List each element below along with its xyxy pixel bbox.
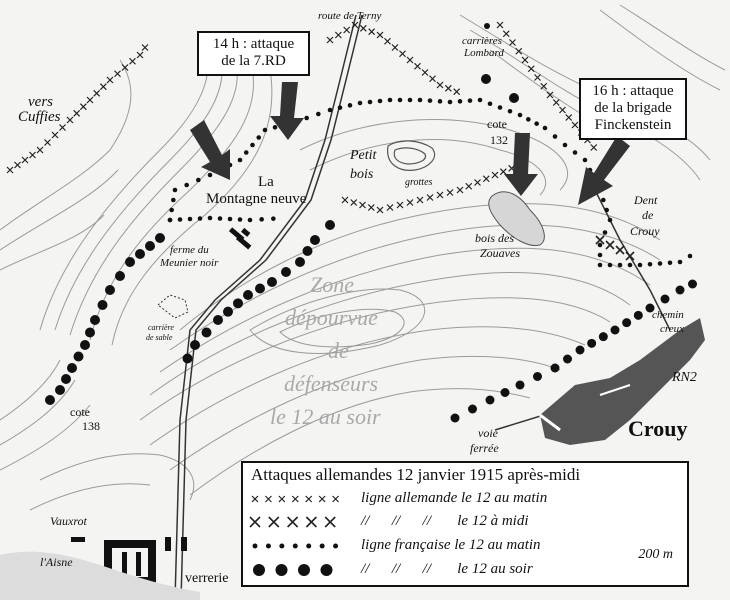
french-morning-dot bbox=[178, 217, 183, 222]
label-vauxrot: Vauxrot bbox=[50, 514, 87, 528]
legend-text: // // // le 12 à midi bbox=[361, 513, 529, 529]
german-morning-cross bbox=[94, 90, 100, 96]
french-morning-dot bbox=[628, 263, 633, 268]
french-morning-dot bbox=[598, 253, 603, 258]
french-morning-dot bbox=[598, 263, 603, 268]
callout-fin-line3: Finckenstein bbox=[594, 117, 672, 133]
french-evening-dot bbox=[688, 280, 697, 289]
french-morning-dot bbox=[534, 121, 539, 126]
german-morning-cross bbox=[483, 176, 489, 182]
french-morning-dot bbox=[408, 98, 413, 103]
german-morning-cross bbox=[447, 190, 453, 196]
legend-symbol-large-cross bbox=[249, 511, 359, 533]
french-evening-dot bbox=[223, 307, 233, 317]
french-evening-dot bbox=[74, 352, 84, 362]
french-morning-dot bbox=[678, 260, 683, 265]
french-evening-dot bbox=[486, 396, 495, 405]
french-evening-dot bbox=[661, 295, 670, 304]
french-evening-dot bbox=[303, 246, 313, 256]
aisne-river bbox=[0, 552, 200, 600]
french-morning-dot bbox=[618, 263, 623, 268]
german-morning-cross bbox=[137, 52, 143, 58]
german-morning-cross bbox=[503, 31, 509, 37]
french-evening-dot bbox=[145, 241, 155, 251]
scale-label: 200 m bbox=[638, 547, 673, 562]
french-evening-dot bbox=[267, 277, 277, 287]
german-morning-cross bbox=[566, 115, 572, 121]
french-morning-dot bbox=[498, 105, 503, 110]
french-morning-dot bbox=[263, 128, 268, 133]
german-morning-cross bbox=[100, 84, 106, 90]
callout-fin-line2: de la brigade bbox=[594, 100, 672, 116]
german-morning-cross bbox=[407, 57, 413, 63]
zone-line-3: de bbox=[328, 338, 349, 363]
french-morning-dot bbox=[228, 217, 233, 222]
german-morning-cross bbox=[560, 107, 566, 113]
arrow-7rd-2 bbox=[190, 120, 230, 180]
german-morning-cross bbox=[360, 25, 366, 31]
french-morning-dot bbox=[468, 98, 473, 103]
french-morning-dot bbox=[438, 99, 443, 104]
german-morning-cross bbox=[522, 57, 528, 63]
french-evening-dot bbox=[233, 298, 243, 308]
french-evening-dot bbox=[55, 385, 65, 395]
german-morning-cross bbox=[360, 202, 366, 208]
legend bbox=[241, 461, 689, 587]
legend-small-dot bbox=[333, 544, 338, 549]
french-morning-dot bbox=[256, 135, 261, 140]
label-crouy: Crouy bbox=[628, 416, 688, 441]
arrow-finckenstein-2 bbox=[578, 136, 630, 205]
german-morning-cross bbox=[15, 162, 21, 168]
german-morning-cross bbox=[497, 22, 503, 28]
french-morning-dot bbox=[168, 218, 173, 223]
label-petit-bois-1: Petit bbox=[350, 148, 377, 163]
german-morning-cross bbox=[392, 45, 398, 51]
legend-row-french-morning bbox=[243, 535, 683, 557]
legend-title: Attaques allemandes 12 janvier 1915 après-midi bbox=[251, 465, 581, 484]
french-morning-dot bbox=[448, 100, 453, 105]
french-morning-dot bbox=[604, 208, 609, 213]
label-grottes: grottes bbox=[405, 177, 433, 188]
legend-symbol-small-cross bbox=[249, 488, 359, 510]
legend-small-dot bbox=[293, 544, 298, 549]
french-morning-dot bbox=[208, 173, 213, 178]
french-morning-dot bbox=[304, 116, 309, 121]
label-chemin-2: creux bbox=[660, 323, 685, 335]
label-dent-2: de bbox=[642, 208, 654, 222]
french-evening-dot bbox=[45, 395, 55, 405]
german-morning-cross bbox=[415, 63, 421, 69]
german-morning-cross bbox=[553, 100, 559, 106]
label-zouaves-1: bois des bbox=[475, 231, 514, 245]
german-morning-cross bbox=[400, 51, 406, 57]
french-evening-dot bbox=[281, 267, 291, 277]
french-morning-dot bbox=[583, 158, 588, 163]
german-morning-cross bbox=[572, 122, 578, 128]
french-evening-dot bbox=[533, 372, 542, 381]
french-morning-dot bbox=[648, 262, 653, 267]
label-carriere-1: carrière bbox=[148, 323, 174, 332]
label-chemin-1: chemin bbox=[652, 309, 684, 321]
french-evening-dot bbox=[563, 355, 572, 364]
label-petit-bois-2: bois bbox=[350, 167, 374, 182]
legend-large-cross bbox=[288, 517, 298, 527]
german-morning-cross bbox=[87, 97, 93, 103]
german-morning-cross bbox=[327, 37, 333, 43]
french-morning-dot bbox=[598, 243, 603, 248]
french-evening-dot bbox=[243, 290, 253, 300]
french-morning-dot bbox=[271, 216, 276, 221]
label-ferme-2: Meunier noir bbox=[160, 257, 219, 269]
french-morning-dot bbox=[196, 178, 201, 183]
legend-small-cross bbox=[306, 496, 312, 502]
legend-symbol-small-dot bbox=[249, 535, 359, 557]
french-morning-dot bbox=[608, 218, 613, 223]
legend-small-cross bbox=[265, 496, 271, 502]
german-morning-cross bbox=[535, 75, 541, 81]
german-morning-cross bbox=[60, 125, 66, 131]
german-morning-cross bbox=[335, 32, 341, 38]
legend-symbol-large-dot bbox=[249, 559, 359, 581]
french-evening-dot bbox=[155, 233, 165, 243]
legend-large-cross bbox=[250, 517, 260, 527]
legend-small-cross bbox=[252, 496, 258, 502]
german-morning-cross bbox=[30, 152, 36, 158]
french-evening-dot bbox=[125, 257, 135, 267]
french-evening-dot bbox=[587, 339, 596, 348]
german-morning-cross bbox=[107, 77, 113, 83]
french-morning-dot bbox=[543, 126, 548, 131]
french-evening-dot bbox=[451, 414, 460, 423]
french-morning-dot bbox=[273, 125, 278, 130]
french-evening-dot bbox=[295, 257, 305, 267]
french-evening-dot bbox=[105, 285, 115, 295]
french-evening-dot bbox=[80, 340, 90, 350]
french-morning-dot bbox=[508, 109, 513, 114]
legend-large-cross bbox=[306, 517, 316, 527]
french-evening-dot bbox=[183, 354, 193, 364]
french-morning-dot bbox=[248, 218, 253, 223]
french-morning-dot bbox=[601, 198, 606, 203]
label-voie-2: ferrée bbox=[470, 441, 499, 455]
german-morning-cross bbox=[344, 27, 350, 33]
label-voie-1: voie bbox=[478, 426, 498, 440]
label-cote-138-2: 138 bbox=[82, 419, 100, 433]
german-morning-cross bbox=[74, 110, 80, 116]
french-evening-dot bbox=[255, 284, 265, 294]
french-morning-dot bbox=[218, 216, 223, 221]
french-morning-dot bbox=[208, 216, 213, 221]
german-morning-cross bbox=[397, 202, 403, 208]
french-morning-dot bbox=[368, 100, 373, 105]
french-evening-dot bbox=[599, 332, 608, 341]
french-morning-dot bbox=[388, 98, 393, 103]
french-evening-dot bbox=[501, 388, 510, 397]
german-morning-cross bbox=[130, 58, 136, 64]
label-cote-138-1: cote bbox=[70, 405, 90, 419]
german-morning-cross bbox=[475, 180, 481, 186]
zone-line-2: dépourvue bbox=[285, 305, 378, 330]
german-morning-cross bbox=[591, 145, 597, 151]
german-morning-cross bbox=[377, 207, 383, 213]
french-morning-dot bbox=[259, 217, 264, 222]
zone-line-4: défenseurs bbox=[284, 371, 379, 396]
french-morning-dot bbox=[316, 112, 321, 117]
german-morning-cross bbox=[351, 200, 357, 206]
french-morning-dot bbox=[478, 98, 483, 103]
french-evening-dot bbox=[202, 328, 212, 338]
french-morning-dot bbox=[358, 101, 363, 106]
french-morning-dot bbox=[458, 99, 463, 104]
french-evening-dot bbox=[90, 315, 100, 325]
french-evening-dot bbox=[468, 405, 477, 414]
callout-attack-7rd bbox=[197, 31, 310, 76]
german-morning-cross bbox=[7, 167, 13, 173]
label-zouaves-2: Zouaves bbox=[480, 246, 520, 260]
french-evening-dot bbox=[61, 374, 71, 384]
legend-small-cross bbox=[292, 496, 298, 502]
french-evening-dot bbox=[325, 220, 335, 230]
german-morning-cross bbox=[422, 70, 428, 76]
french-evening-dot bbox=[676, 286, 685, 295]
french-evening-dot bbox=[115, 271, 125, 281]
french-evening-dot bbox=[135, 249, 145, 259]
label-verrerie: verrerie bbox=[185, 571, 229, 586]
french-evening-dot bbox=[190, 340, 200, 350]
french-morning-dot bbox=[658, 261, 663, 266]
french-morning-dot bbox=[553, 134, 558, 139]
french-evening-dot bbox=[576, 346, 585, 355]
german-morning-cross bbox=[368, 205, 374, 211]
french-morning-dot bbox=[188, 217, 193, 222]
legend-small-cross bbox=[333, 496, 339, 502]
french-morning-dot bbox=[338, 105, 343, 110]
german-morning-cross bbox=[500, 169, 506, 175]
german-morning-cross bbox=[430, 76, 436, 82]
german-morning-cross bbox=[516, 48, 522, 54]
legend-large-dot bbox=[253, 564, 265, 576]
label-aisne: l'Aisne bbox=[40, 555, 73, 569]
legend-text: ligne allemande le 12 au matin bbox=[361, 490, 548, 506]
legend-small-dot bbox=[253, 544, 258, 549]
german-morning-cross bbox=[437, 82, 443, 88]
legend-large-cross bbox=[325, 517, 335, 527]
label-route-terny: route de Terny bbox=[318, 10, 382, 22]
zone-line-5: le 12 au soir bbox=[270, 404, 381, 429]
german-morning-cross bbox=[115, 71, 121, 77]
french-morning-dot bbox=[518, 113, 523, 118]
legend-row-german-morning bbox=[243, 488, 683, 510]
french-evening-dot bbox=[85, 328, 95, 338]
legend-small-dot bbox=[279, 544, 284, 549]
french-morning-dot bbox=[428, 98, 433, 103]
german-morning-cross bbox=[510, 40, 516, 46]
legend-small-dot bbox=[320, 544, 325, 549]
french-morning-dot bbox=[668, 260, 673, 265]
french-morning-dot bbox=[184, 183, 189, 188]
french-evening-dot bbox=[98, 300, 108, 310]
legend-small-dot bbox=[266, 544, 271, 549]
german-morning-cross bbox=[437, 192, 443, 198]
label-dent-3: Crouy bbox=[630, 224, 660, 238]
french-morning-dot bbox=[173, 188, 178, 193]
label-montagne-1: La bbox=[258, 174, 274, 190]
french-morning-dot bbox=[398, 98, 403, 103]
french-morning-dot bbox=[328, 108, 333, 113]
petit-bois-area bbox=[388, 141, 435, 170]
german-morning-cross bbox=[369, 29, 375, 35]
german-morning-cross bbox=[342, 197, 348, 203]
french-morning-dot bbox=[238, 217, 243, 222]
german-noon-cross bbox=[626, 252, 634, 260]
zone-line-1: Zone bbox=[310, 272, 354, 297]
callout-fin-line1: 16 h : attaque bbox=[592, 83, 674, 99]
label-rn2: RN2 bbox=[672, 370, 697, 385]
german-morning-cross bbox=[445, 85, 451, 91]
carriere-sable-symbol bbox=[158, 295, 188, 318]
german-morning-cross bbox=[377, 32, 383, 38]
german-morning-cross bbox=[52, 132, 58, 138]
german-morning-cross bbox=[457, 187, 463, 193]
french-morning-dot bbox=[638, 263, 643, 268]
german-morning-cross bbox=[492, 172, 498, 178]
french-morning-dot bbox=[418, 98, 423, 103]
label-ferme-1: ferme du bbox=[170, 244, 209, 256]
legend-small-cross bbox=[319, 496, 325, 502]
label-carriere-2: de sable bbox=[146, 333, 173, 342]
callout-7rd-line1: 14 h : attaque bbox=[212, 36, 295, 52]
french-evening-dot bbox=[634, 311, 643, 320]
french-morning-dot bbox=[171, 198, 176, 203]
german-morning-cross bbox=[37, 147, 43, 153]
german-morning-cross bbox=[45, 140, 51, 146]
label-montagne-2: Montagne neuve bbox=[206, 191, 307, 207]
french-evening-dot bbox=[622, 318, 631, 327]
french-morning-dot bbox=[563, 143, 568, 148]
legend-small-dot bbox=[306, 544, 311, 549]
french-evening-dot bbox=[67, 363, 77, 373]
french-morning-dot bbox=[169, 208, 174, 213]
label-cote-132-1: cote bbox=[487, 117, 507, 131]
legend-large-dot bbox=[276, 564, 288, 576]
label-carrieres-1: carrières bbox=[462, 35, 502, 47]
legend-row-french-evening bbox=[243, 559, 683, 581]
german-morning-cross bbox=[80, 104, 86, 110]
label-dent-1: Dent bbox=[634, 193, 658, 207]
callout-7rd-line2: de la 7.RD bbox=[221, 53, 286, 69]
legend-text: ligne française le 12 au matin bbox=[361, 537, 541, 553]
callout-attack-finckenstein bbox=[579, 78, 687, 140]
german-morning-cross bbox=[407, 200, 413, 206]
french-morning-dot bbox=[488, 101, 493, 106]
french-morning-dot bbox=[608, 263, 613, 268]
arrow-7rd-1 bbox=[270, 82, 304, 140]
french-morning-dot bbox=[688, 254, 693, 259]
french-morning-dot bbox=[244, 150, 249, 155]
french-evening-dot bbox=[516, 381, 525, 390]
legend-large-dot bbox=[321, 564, 333, 576]
french-evening-dot bbox=[310, 235, 320, 245]
german-morning-cross bbox=[22, 157, 28, 163]
german-noon-cross bbox=[616, 246, 624, 254]
french-evening-dot bbox=[551, 364, 560, 373]
german-morning-cross bbox=[385, 38, 391, 44]
legend-text: // // // le 12 au soir bbox=[361, 561, 533, 577]
german-morning-cross bbox=[454, 89, 460, 95]
arrow-finckenstein-1 bbox=[504, 133, 538, 196]
french-morning-dot bbox=[238, 158, 243, 163]
french-evening-dot bbox=[611, 326, 620, 335]
legend-small-cross bbox=[279, 496, 285, 502]
french-morning-dot bbox=[573, 150, 578, 155]
ferme-meunier-building bbox=[229, 227, 251, 249]
german-morning-cross bbox=[528, 66, 534, 72]
label-cote-132-2: 132 bbox=[490, 133, 508, 147]
french-morning-dot bbox=[378, 99, 383, 104]
label-vers-2: Cuffies bbox=[18, 109, 61, 125]
french-morning-dot bbox=[198, 216, 203, 221]
german-morning-cross bbox=[142, 45, 148, 51]
german-morning-cross bbox=[67, 117, 73, 123]
french-morning-dot bbox=[526, 117, 531, 122]
legend-row-german-noon bbox=[243, 511, 683, 533]
label-vers-1: vers bbox=[28, 94, 53, 110]
french-evening-dot bbox=[213, 315, 223, 325]
french-morning-dot bbox=[250, 143, 255, 148]
german-morning-cross bbox=[427, 195, 433, 201]
german-morning-cross bbox=[387, 205, 393, 211]
legend-large-dot bbox=[298, 564, 310, 576]
german-morning-cross bbox=[417, 197, 423, 203]
german-noon-cross bbox=[606, 241, 614, 249]
label-carrieres-2: Lombard bbox=[464, 47, 504, 59]
german-morning-cross bbox=[466, 183, 472, 189]
french-morning-dot bbox=[603, 230, 608, 235]
legend-large-cross bbox=[269, 517, 279, 527]
french-morning-dot bbox=[348, 103, 353, 108]
